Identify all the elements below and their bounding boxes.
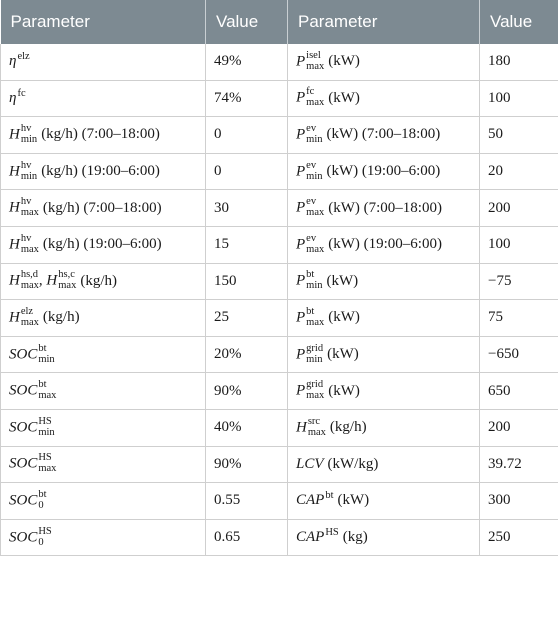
- param-unit: (kW/kg): [327, 455, 379, 472]
- parameter-cell: [288, 300, 480, 337]
- header-value-right: Value: [480, 0, 558, 44]
- parameter-cell: [288, 190, 480, 227]
- param-symbol: SOC: [9, 455, 38, 472]
- table-row: [1, 336, 558, 373]
- param-superscript: bt: [325, 490, 334, 502]
- param-superscript: grid: [306, 379, 324, 391]
- param-subscript: max: [20, 316, 39, 328]
- parameter-cell: [288, 226, 480, 263]
- param-subscript: 0: [38, 536, 44, 548]
- param-symbol: H: [9, 236, 20, 253]
- parameter-cell: [288, 44, 480, 80]
- value-cell: 0: [206, 153, 288, 190]
- value-cell: 75: [480, 300, 558, 337]
- param-superscript: elz: [20, 305, 34, 317]
- param-scripts: [306, 379, 324, 401]
- parameter-cell: [1, 409, 206, 446]
- param-unit: (kg): [342, 529, 368, 546]
- param-unit: (kW): [326, 272, 359, 289]
- parameter-cell: [1, 226, 206, 263]
- param-symbol: CAP: [296, 492, 325, 509]
- value-cell: −650: [480, 336, 558, 373]
- param-symbol: SOC: [9, 492, 38, 509]
- param-symbol: H: [9, 126, 20, 143]
- parameter-cell: [288, 483, 480, 520]
- param-subscript: max: [38, 390, 57, 402]
- param-superscript: grid: [306, 342, 324, 354]
- param-subscript: min: [306, 133, 323, 145]
- param-superscript: hv: [20, 196, 32, 208]
- parameter-cell: [1, 190, 206, 227]
- param-symbol: SOC: [9, 382, 38, 399]
- param-symbol: SOC: [9, 419, 38, 436]
- parameter-cell: [1, 153, 206, 190]
- param-subscript: max: [306, 316, 325, 328]
- param-symbol: P: [296, 382, 306, 399]
- param-superscript: HS: [325, 527, 339, 539]
- value-cell: 150: [206, 263, 288, 300]
- param-superscript: src: [307, 415, 321, 427]
- param-superscript: bt: [38, 488, 47, 500]
- param-symbol: H: [46, 272, 58, 289]
- value-cell: 40%: [206, 409, 288, 446]
- table-row: [1, 483, 558, 520]
- param-unit: (kg/h) (19:00–6:00): [41, 163, 160, 180]
- param-scripts: [38, 379, 56, 401]
- param-subscript: max: [20, 243, 39, 255]
- param-scripts: [38, 343, 54, 365]
- param-scripts: [306, 233, 324, 255]
- param-scripts: [306, 306, 324, 328]
- value-cell: 100: [480, 80, 558, 117]
- value-cell: 650: [480, 373, 558, 410]
- parameter-cell: [1, 80, 206, 117]
- param-subscript: min: [20, 133, 38, 145]
- param-unit: (kW): [328, 53, 360, 70]
- param-unit: (kW) (7:00–18:00): [328, 199, 442, 216]
- param-scripts: [38, 526, 51, 548]
- param-subscript: max: [20, 207, 39, 219]
- table-row: [1, 446, 558, 483]
- value-cell: 39.72: [480, 446, 558, 483]
- param-subscript: max: [306, 60, 325, 72]
- param-superscript: bt: [306, 305, 315, 317]
- param-superscript: HS: [38, 525, 52, 537]
- param-symbol: H: [9, 309, 20, 326]
- param-symbol: P: [296, 126, 306, 143]
- param-scripts: [21, 233, 39, 255]
- param-scripts: [21, 160, 37, 182]
- parameter-cell: [1, 519, 206, 556]
- parameter-cell: [1, 336, 206, 373]
- param-superscript: hv: [20, 159, 32, 171]
- value-cell: 74%: [206, 80, 288, 117]
- param-subscript: max: [307, 426, 326, 438]
- param-superscript: elz: [17, 51, 30, 63]
- param-symbol: H: [9, 199, 20, 216]
- table-row: [1, 190, 558, 227]
- param-superscript: ev: [306, 196, 317, 208]
- param-superscript: bt: [38, 379, 47, 391]
- param-scripts: [21, 269, 39, 291]
- table-row: [1, 519, 558, 556]
- param-superscript: hv: [20, 122, 32, 134]
- table-row: [1, 226, 558, 263]
- param-scripts: [306, 86, 324, 108]
- header-row: [1, 0, 558, 44]
- parameter-cell: [288, 446, 480, 483]
- param-symbol: η: [9, 53, 17, 70]
- parameter-cell: [288, 80, 480, 117]
- param-subscript: max: [38, 463, 57, 475]
- value-cell: 90%: [206, 446, 288, 483]
- param-symbol: P: [296, 272, 306, 289]
- table-row: [1, 263, 558, 300]
- parameter-cell: [1, 483, 206, 520]
- param-unit: (kW) (19:00–6:00): [326, 163, 441, 180]
- param-scripts: [38, 489, 46, 511]
- param-superscript: fc: [306, 86, 315, 98]
- param-superscript: ev: [306, 159, 317, 171]
- parameter-cell: [288, 519, 480, 556]
- parameter-cell: [288, 336, 480, 373]
- param-symbol: H: [296, 419, 307, 436]
- param-subscript: max: [306, 243, 325, 255]
- value-cell: 30: [206, 190, 288, 227]
- param-symbol: H: [9, 272, 20, 289]
- param-superscript: hv: [20, 232, 32, 244]
- table-row: [1, 409, 558, 446]
- param-subscript: min: [38, 353, 55, 365]
- param-scripts: [21, 306, 39, 328]
- param-symbol: P: [296, 163, 306, 180]
- table-row: [1, 80, 558, 117]
- header-parameter-right: Parameter: [288, 0, 480, 44]
- value-cell: 300: [480, 483, 558, 520]
- param-superscript: HS: [38, 452, 52, 464]
- value-cell: 180: [480, 44, 558, 80]
- parameter-cell: [1, 263, 206, 300]
- param-unit: (kW): [327, 345, 359, 362]
- value-cell: 200: [480, 409, 558, 446]
- value-cell: 90%: [206, 373, 288, 410]
- header-value-left: Value: [206, 0, 288, 44]
- parameter-cell: [288, 263, 480, 300]
- parameter-cell: [288, 117, 480, 154]
- param-unit: (kg/h) (7:00–18:00): [41, 126, 160, 143]
- param-scripts: [21, 196, 39, 218]
- param-symbol: SOC: [9, 345, 38, 362]
- param-symbol: η: [9, 89, 17, 106]
- value-cell: 0.65: [206, 519, 288, 556]
- value-cell: 100: [480, 226, 558, 263]
- param-symbol: SOC: [9, 528, 38, 545]
- value-cell: 25: [206, 300, 288, 337]
- table-body: [1, 44, 558, 556]
- table-row: [1, 300, 558, 337]
- param-scripts: [306, 269, 322, 291]
- param-superscript: ev: [306, 122, 317, 134]
- value-cell: 250: [480, 519, 558, 556]
- param-symbol: P: [296, 89, 306, 106]
- table-row: [1, 44, 558, 80]
- table-row: [1, 373, 558, 410]
- param-scripts: [306, 50, 324, 72]
- value-cell: 0: [206, 117, 288, 154]
- param-scripts: [306, 123, 322, 145]
- param-unit: (kW): [328, 309, 360, 326]
- param-subscript: min: [306, 280, 323, 292]
- param-scripts: [306, 343, 323, 365]
- value-cell: 0.55: [206, 483, 288, 520]
- param-subscript: min: [38, 426, 55, 438]
- param-superscript: bt: [38, 342, 47, 354]
- param-subscript: min: [306, 353, 323, 365]
- param-unit: (kW): [328, 89, 360, 106]
- param-unit: (kg/h): [329, 419, 367, 436]
- table-header: [1, 0, 558, 44]
- param-symbol: CAP: [296, 529, 325, 546]
- param-subscript: min: [20, 170, 38, 182]
- param-unit: (kg/h) (19:00–6:00): [42, 236, 162, 253]
- parameter-cell: [1, 44, 206, 80]
- param-superscript: HS: [38, 415, 52, 427]
- parameter-cell: [288, 409, 480, 446]
- param-symbol: P: [296, 236, 306, 253]
- param-unit: (kW): [328, 382, 360, 399]
- value-cell: −75: [480, 263, 558, 300]
- parameter-cell: [1, 117, 206, 154]
- param-subscript: max: [306, 390, 325, 402]
- param-scripts: [21, 123, 37, 145]
- param-scripts: [38, 452, 56, 474]
- param-superscript: bt: [306, 269, 315, 281]
- param-superscript: ev: [306, 232, 317, 244]
- param-symbol: P: [296, 345, 306, 362]
- param-scripts: [58, 269, 76, 291]
- header-parameter-left: Parameter: [1, 0, 206, 44]
- table-row: [1, 153, 558, 190]
- value-cell: 50: [480, 117, 558, 154]
- value-cell: 20: [480, 153, 558, 190]
- param-unit: (kg/h): [80, 272, 118, 289]
- param-separator: ,: [38, 272, 47, 289]
- parameter-cell: [288, 373, 480, 410]
- value-cell: 200: [480, 190, 558, 227]
- param-symbol: P: [296, 199, 306, 216]
- param-scripts: [306, 196, 324, 218]
- parameter-cell: [1, 446, 206, 483]
- param-unit: (kW) (19:00–6:00): [328, 236, 442, 253]
- param-unit: (kg/h) (7:00–18:00): [42, 199, 162, 216]
- param-subscript: max: [20, 280, 39, 292]
- param-superscript: hs,c: [58, 269, 75, 281]
- param-unit: (kW): [337, 492, 370, 509]
- table-row: [1, 117, 558, 154]
- param-symbol: P: [296, 53, 306, 70]
- param-symbol: P: [296, 309, 306, 326]
- param-unit: (kW) (7:00–18:00): [326, 126, 441, 143]
- value-cell: 20%: [206, 336, 288, 373]
- param-superscript: fc: [17, 87, 26, 99]
- param-subscript: min: [306, 170, 323, 182]
- value-cell: 15: [206, 226, 288, 263]
- param-unit: (kg/h): [42, 309, 80, 326]
- param-subscript: max: [306, 97, 325, 109]
- parameter-cell: [1, 373, 206, 410]
- param-scripts: [308, 416, 326, 438]
- param-superscript: hs,d: [20, 269, 39, 281]
- param-subscript: 0: [38, 499, 44, 511]
- parameter-cell: [288, 153, 480, 190]
- param-scripts: [306, 160, 322, 182]
- param-subscript: max: [58, 280, 77, 292]
- parameter-cell: [1, 300, 206, 337]
- param-scripts: [38, 416, 54, 438]
- param-subscript: max: [306, 207, 325, 219]
- value-cell: 49%: [206, 44, 288, 80]
- param-symbol: LCV: [296, 455, 324, 472]
- param-symbol: H: [9, 163, 20, 180]
- param-superscript: isel: [306, 49, 321, 61]
